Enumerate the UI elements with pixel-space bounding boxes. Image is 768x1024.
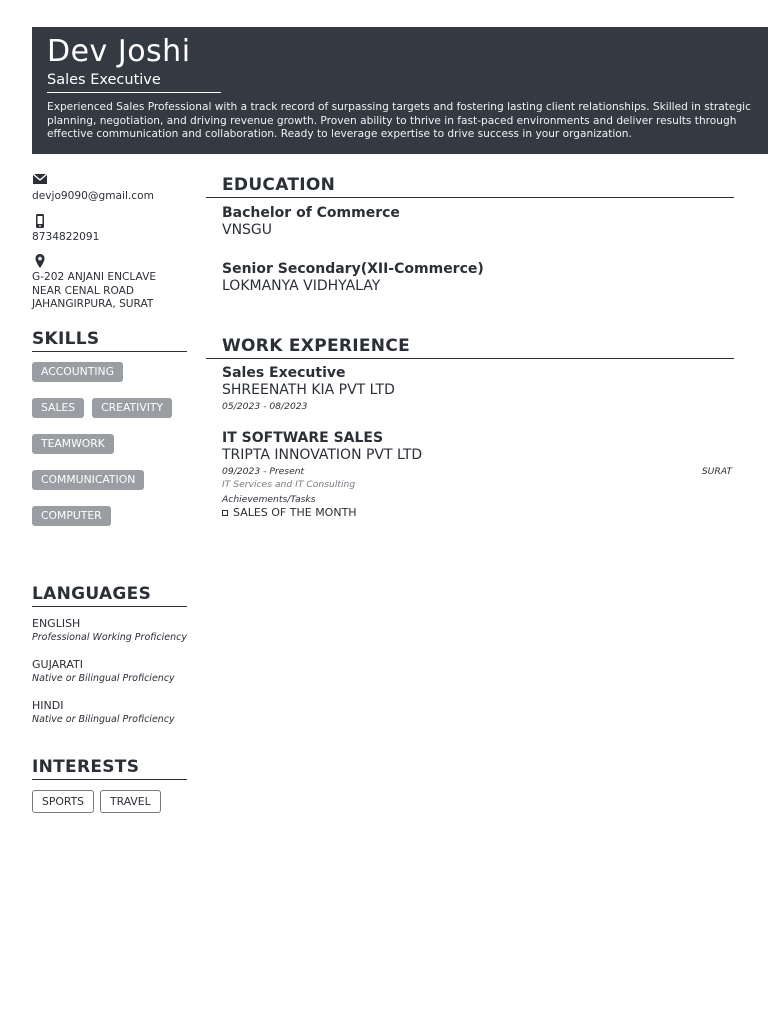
interest-tag: SPORTS xyxy=(32,790,94,813)
email-text[interactable]: devjo9090@gmail.com xyxy=(32,190,154,202)
language-item xyxy=(32,617,187,644)
languages-section xyxy=(32,584,187,726)
company-name: SHREENATH KIA PVT LTD xyxy=(222,382,395,398)
candidate-name: Dev Joshi xyxy=(47,34,191,69)
degree-name: Bachelor of Commerce xyxy=(222,205,400,221)
achievement-text: SALES OF THE MONTH xyxy=(233,506,357,519)
language-level: Native or Bilingual Proficiency xyxy=(32,672,175,684)
interests-section xyxy=(32,757,187,813)
address-line-3: JAHANGIRPURA, SURAT xyxy=(32,298,154,310)
school-name: VNSGU xyxy=(222,222,273,238)
job-role: IT SOFTWARE SALES xyxy=(222,430,384,446)
profile-summary: Experienced Sales Professional with a track record of surpassing targets and fostering lasting client relationships. Skilled in strategic planning, negotiation, and driving revenue growth. Proven ability to thrive in fast-paced environments and deliver results through effective communication and collaboration. Ready to leverage expertise to drive success in your organization. xyxy=(47,101,751,141)
work-item xyxy=(206,365,734,413)
work-item xyxy=(206,430,734,520)
language-level: Native or Bilingual Proficiency xyxy=(32,713,175,725)
achievements-heading: Achievements/Tasks xyxy=(222,494,316,505)
language-name: HINDI xyxy=(32,698,64,712)
interests-list xyxy=(32,790,187,813)
phone-text: 8734822091 xyxy=(32,230,100,243)
location-pin-icon xyxy=(32,253,187,269)
interests-title: INTERESTS xyxy=(32,757,187,780)
language-level: Professional Working Proficiency xyxy=(32,631,187,643)
address-line-1: G-202 ANJANI ENCLAVE xyxy=(32,271,157,283)
skills-title: SKILLS xyxy=(32,329,187,352)
skill-tag: TEAMWORK xyxy=(32,434,114,454)
education-item xyxy=(206,261,734,294)
job-dates: 05/2023 - 08/2023 xyxy=(222,401,308,412)
education-section xyxy=(206,175,734,294)
language-name: ENGLISH xyxy=(32,616,81,630)
skill-tag: ACCOUNTING xyxy=(32,362,123,382)
education-title: EDUCATION xyxy=(206,175,734,198)
work-title: WORK EXPERIENCE xyxy=(206,336,734,359)
bullet-square-icon xyxy=(222,510,228,516)
work-section xyxy=(206,336,734,520)
skill-tag: COMMUNICATION xyxy=(32,470,144,490)
skill-tag: COMPUTER xyxy=(32,506,111,526)
candidate-role: Sales Executive xyxy=(47,72,221,93)
left-column xyxy=(32,172,187,813)
right-column xyxy=(206,175,734,520)
job-dates: 09/2023 - Present xyxy=(222,466,305,477)
skill-tag: CREATIVITY xyxy=(92,398,172,418)
school-name: LOKMANYA VIDHYALAY xyxy=(222,278,381,294)
contact-email xyxy=(32,172,187,204)
contact-phone xyxy=(32,213,187,245)
company-name: TRIPTA INNOVATION PVT LTD xyxy=(222,447,423,463)
job-role: Sales Executive xyxy=(222,365,346,381)
language-item xyxy=(32,658,187,685)
job-location: SURAT xyxy=(701,466,732,477)
resume-header xyxy=(32,27,768,154)
achievement-item xyxy=(222,506,734,520)
address-line-2: NEAR CENAL ROAD xyxy=(32,284,135,297)
degree-name: Senior Secondary(XII-Commerce) xyxy=(222,261,484,277)
languages-title: LANGUAGES xyxy=(32,584,187,607)
contact-address xyxy=(32,253,187,312)
company-description: IT Services and IT Consulting xyxy=(222,479,356,490)
language-name: GUJARATI xyxy=(32,657,83,671)
education-item xyxy=(206,205,734,238)
skill-tag: SALES xyxy=(32,398,84,418)
interest-tag: TRAVEL xyxy=(100,790,161,813)
envelope-icon xyxy=(32,172,187,188)
skills-section xyxy=(32,329,187,542)
phone-icon xyxy=(32,213,187,229)
language-item xyxy=(32,699,187,726)
skills-list xyxy=(32,362,187,542)
